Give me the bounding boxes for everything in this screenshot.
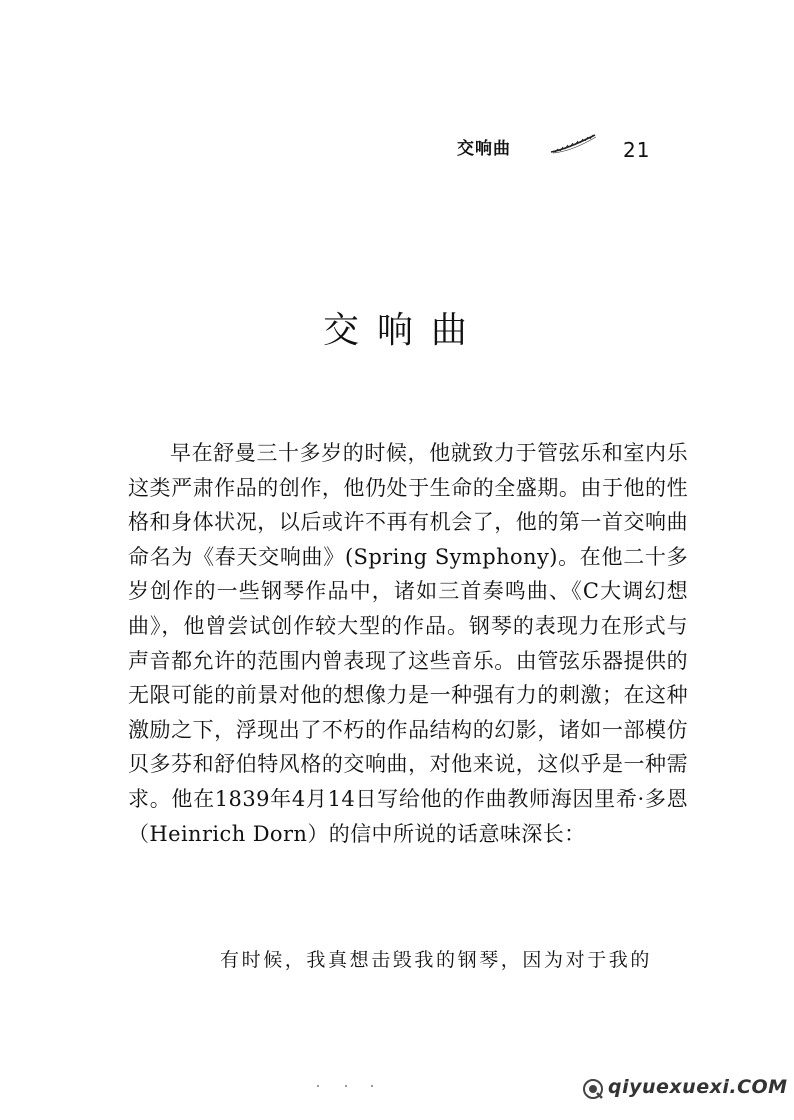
watermark [582,1076,788,1104]
flourish-ornament-icon [549,132,599,158]
watermark-logo-icon [582,1078,604,1100]
watermark-text: qiyuexuexi.COM [608,1076,788,1098]
quote-paragraph: 有时候，我真想击毁我的钢琴，因为对于我的 [220,949,653,971]
page-speckles [300,1080,380,1090]
body-paragraph: 早在舒曼三十多岁的时候，他就致力于管弦乐和室内乐这类严肃作品的创作，他仍处于生命的全盛期。由于他的性格和身体状况，以后或许不再有机会了，他的第一首交响曲命名为《春天交响曲》(Spring Symphony)。在他二十多岁创作的一些钢琴作品中，诸如三首奏鸣曲、《C大调幻想曲》，他曾尝试创作较大型的作品。钢琴的表现力在形式与声音都允许的范围内曾表现了这些音乐。由管弦乐器提供的无限可能的前景对他的想像力是一种强有力的刺激；在这种激励之下，浮现出了不朽的作品结构的幻影，诸如一部模仿贝多芬和舒伯特风格的交响曲，对他来说，这似乎是一种需求。他在1839年4月14日写给他的作曲教师海因里希·多恩（Heinrich Dorn）的信中所说的话意味深长： [128,441,688,846]
chapter-title: 交响曲 [322,310,485,351]
page-number: 21 [623,138,651,162]
running-header [455,134,675,164]
running-header-title: 交响曲 [457,139,511,159]
